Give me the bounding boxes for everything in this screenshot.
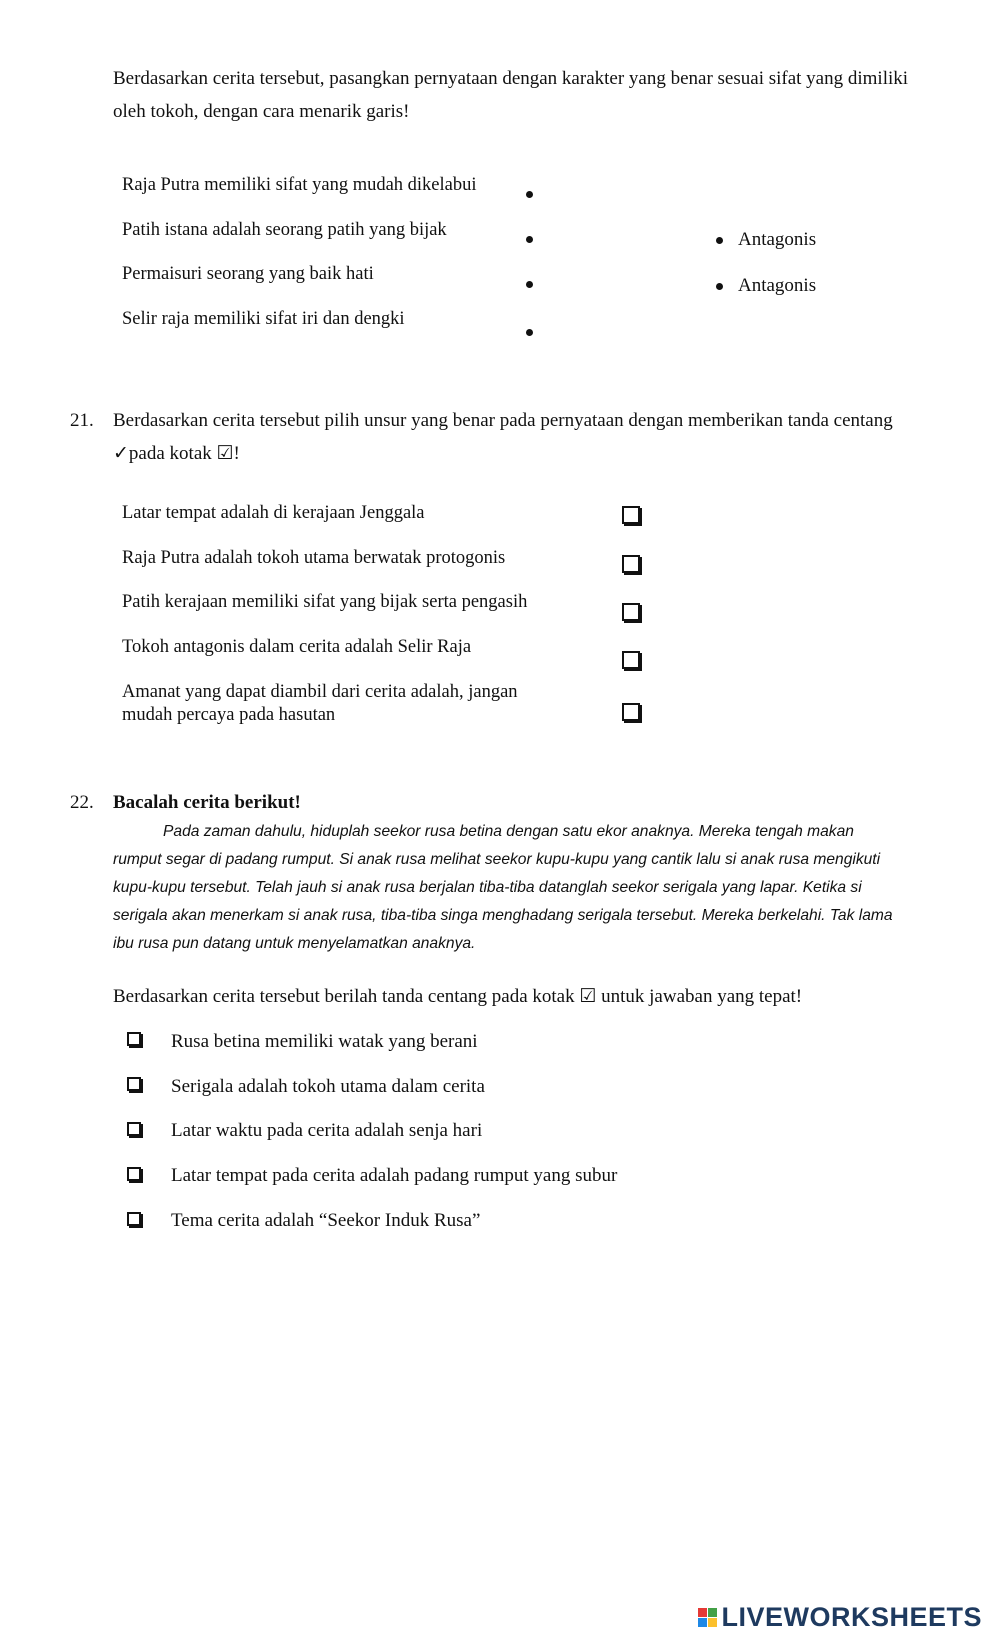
statement-item: Tokoh antagonis dalam cerita adalah Selir Raja	[122, 637, 472, 657]
checkbox[interactable]	[127, 1167, 141, 1181]
match-statement: Selir raja memiliki sifat iri dan dengki	[122, 309, 405, 329]
checkbox[interactable]	[127, 1212, 141, 1226]
statement-item: Patih kerajaan memiliki sifat yang bijak serta pengasih	[122, 592, 528, 612]
checkbox[interactable]	[622, 703, 640, 721]
character-label: Antagonis	[738, 275, 817, 296]
match-statement: Raja Putra memiliki sifat yang mudah dikelabui	[122, 175, 477, 195]
logo-text: LIVEWORKSHEETS	[721, 1601, 982, 1632]
match-dot-left[interactable]	[526, 281, 533, 288]
story-paragraph: Pada zaman dahulu, hiduplah seekor rusa betina dengan satu ekor anaknya. Mereka tengah makan rumput segar di padang rumput. Si anak rusa melihat seekor kupu-kupu yang cantik lalu si anak rusa mengikuti kupu-kupu tersebut. Telah jauh si anak rusa berjalan tiba-tiba datanglah seekor serigala yang lapar. Ketika si serigala akan menerkam si anak rusa, tiba-tiba singa menghadang serigala tersebut. Mereka berkelahi. Tak lama ibu rusa pun datang untuk menyelamatkan anaknya.	[113, 823, 893, 952]
statement-item: Raja Putra adalah tokoh utama berwatak protogonis	[122, 548, 506, 568]
answer-option: Latar waktu pada cerita adalah senja hari	[171, 1120, 483, 1141]
checkbox[interactable]	[622, 555, 640, 573]
checkbox[interactable]	[622, 651, 640, 669]
question-number-22: 22.	[70, 792, 94, 813]
liveworksheets-logo	[698, 1599, 982, 1635]
question-22-instruction: Berdasarkan cerita tersebut berilah tanda centang pada kotak ☑ untuk jawaban yang tepat!	[113, 986, 803, 1007]
match-dot-right[interactable]	[716, 237, 723, 244]
question-21-instruction: Berdasarkan cerita tersebut pilih unsur yang benar pada pernyataan dengan memberikan tanda centang ✓pada kotak ☑!	[113, 410, 893, 464]
checkbox[interactable]	[127, 1032, 141, 1046]
logo-mark-icon	[698, 1608, 717, 1627]
match-statement: Permaisuri seorang yang baik hati	[122, 264, 374, 284]
matching-instruction: Berdasarkan cerita tersebut, pasangkan pernyataan dengan karakter yang benar sesuai sifat yang dimiliki oleh tokoh, dengan cara menarik garis!	[113, 68, 909, 122]
character-label: Antagonis	[738, 229, 817, 250]
match-dot-left[interactable]	[526, 329, 533, 336]
checkbox[interactable]	[127, 1122, 141, 1136]
answer-option: Latar tempat pada cerita adalah padang rumput yang subur	[171, 1165, 618, 1186]
statement-item: Amanat yang dapat diambil dari cerita adalah, jangan mudah percaya pada hasutan	[122, 682, 518, 725]
statement-item: Latar tempat adalah di kerajaan Jenggala	[122, 503, 425, 523]
answer-option: Serigala adalah tokoh utama dalam cerita	[171, 1076, 485, 1097]
match-statement: Patih istana adalah seorang patih yang bijak	[122, 220, 447, 240]
answer-option: Rusa betina memiliki watak yang berani	[171, 1031, 478, 1052]
checkbox[interactable]	[622, 506, 640, 524]
match-dot-left[interactable]	[526, 191, 533, 198]
question-number-21: 21.	[70, 410, 94, 431]
question-22-heading: Bacalah cerita berikut!	[113, 792, 301, 813]
answer-option: Tema cerita adalah “Seekor Induk Rusa”	[171, 1210, 481, 1231]
match-dot-left[interactable]	[526, 236, 533, 243]
match-dot-right[interactable]	[716, 283, 723, 290]
checkbox[interactable]	[622, 603, 640, 621]
checkbox[interactable]	[127, 1077, 141, 1091]
